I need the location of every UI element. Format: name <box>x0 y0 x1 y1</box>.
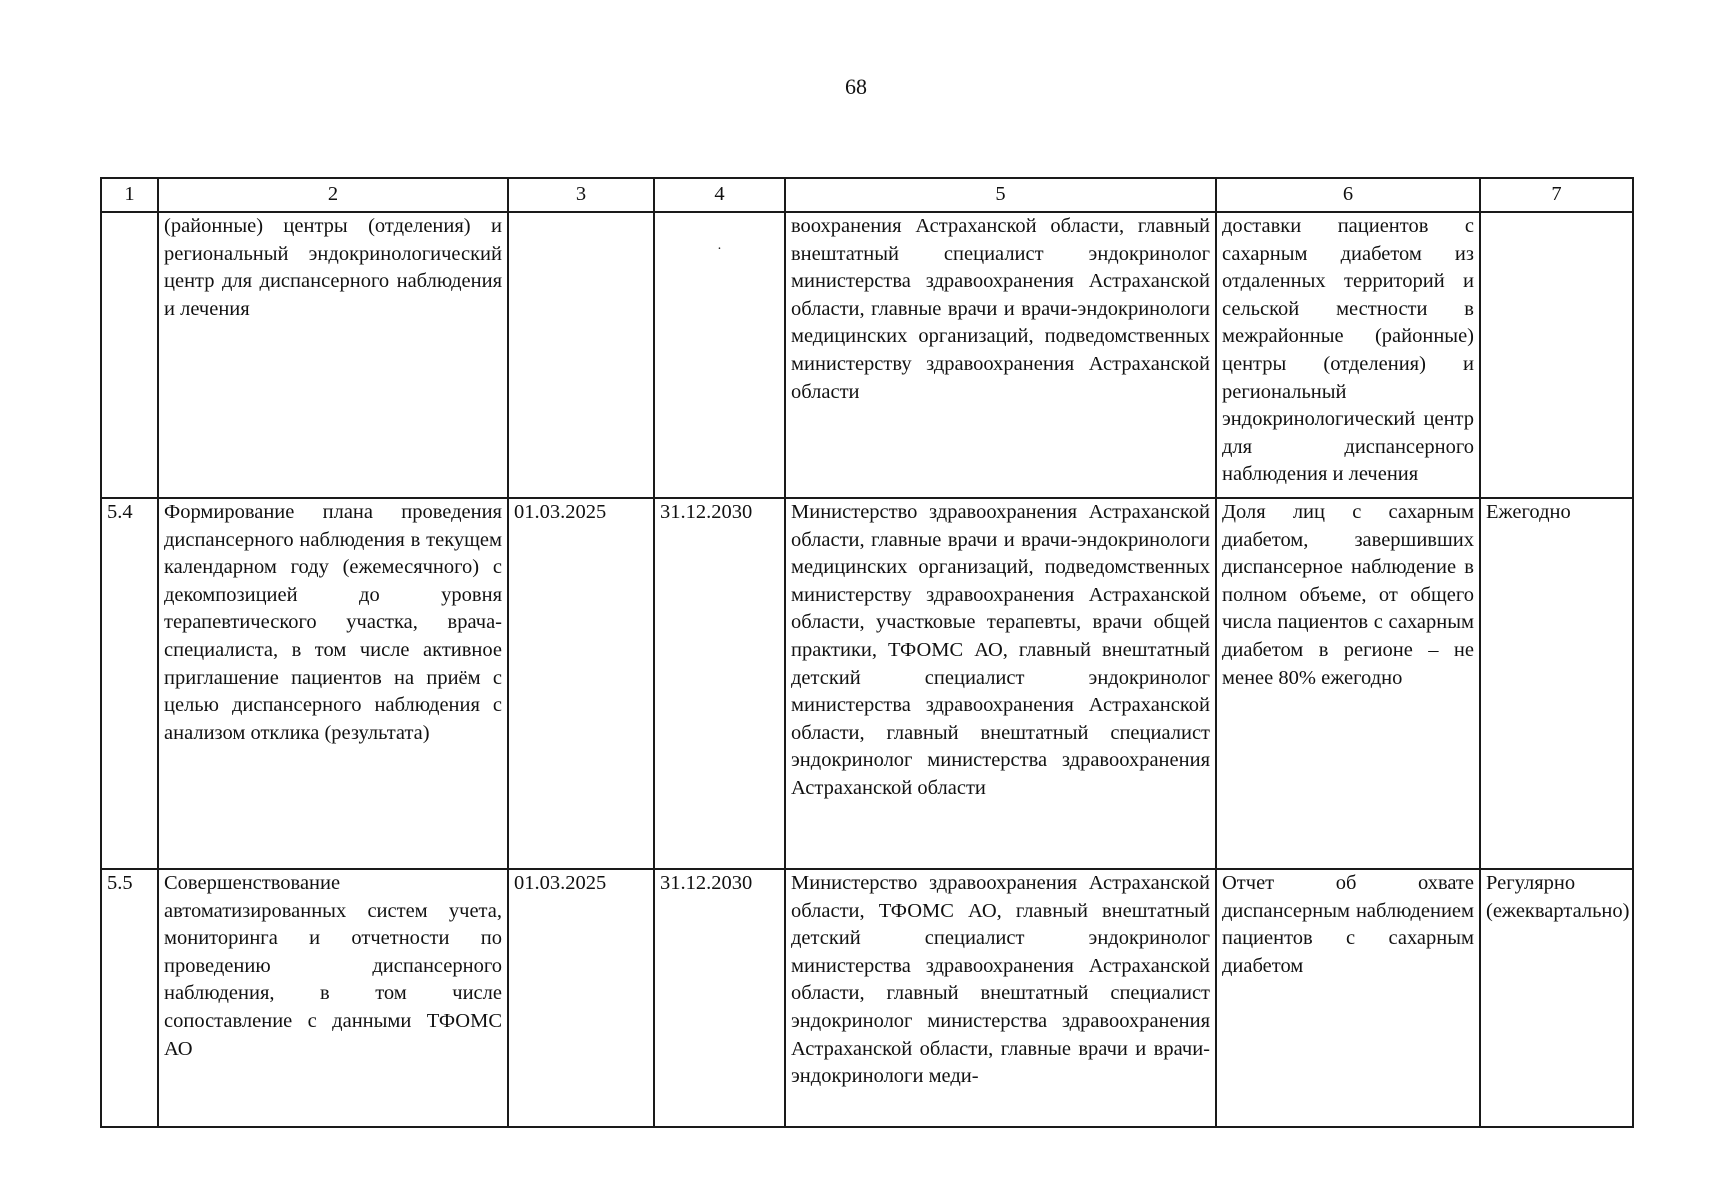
table-row <box>101 498 1633 869</box>
activity-cell: Формирование плана проведения диспансерного наблюдения в текущем календарном году (ежемесячного) с декомпозицией до уровня терапевтического участка, врача-специалиста, в том числе активное приглашение пациентов на приём с целью диспансерного наблюдения с анализом отклика (результата) <box>158 498 508 869</box>
stray-mark: · <box>717 242 722 257</box>
activity-cell: Совершенствование автоматизированных систем учета, мониторинга и отчетности по проведению диспансерного наблюдения, в том числе сопоставление с данными ТФОМС АО <box>158 869 508 1127</box>
table-row <box>101 869 1633 1127</box>
column-header-1: 1 <box>101 178 158 212</box>
table-row <box>101 212 1633 498</box>
start-date-cell: 01.03.2025 <box>508 869 654 1127</box>
start-date-cell: 01.03.2025 <box>508 498 654 869</box>
page-number: 68 <box>845 74 867 99</box>
column-header-2: 2 <box>158 178 508 212</box>
column-header-7: 7 <box>1480 178 1633 212</box>
result-cell: Отчет об охвате диспансерным наблюдением пациентов с сахарным диабетом <box>1216 869 1480 1127</box>
row-number: 5.5 <box>101 869 158 1127</box>
action-plan-table <box>100 177 1634 1128</box>
column-header-4: 4 <box>654 178 785 212</box>
responsible-cell: воохранения Астраханской области, главный внештатный специалист эндокринолог министерства здравоохранения Астраханской области, главные врачи и врачи-эндокринологи медицинских организаций, подведомственных министерству здравоохранения Астраханской области <box>785 212 1216 498</box>
row-number <box>101 212 158 498</box>
result-cell: Доля лиц с сахарным диабетом, завершивших диспансерное наблюдение в полном объеме, от общего числа пациентов с сахарным диабетом в регионе – не менее 80% ежегодно <box>1216 498 1480 869</box>
column-header-3: 3 <box>508 178 654 212</box>
responsible-cell: Министерство здравоохранения Астраханской области, ТФОМС АО, главный внештатный детский специалист эндокринолог министерства здравоохранения Астраханской области, главный внештатный специалист эндокринолог министерства здравоохранения Астраханской области, главные врачи и врачи-эндокринологи меди- <box>785 869 1216 1127</box>
column-header-5: 5 <box>785 178 1216 212</box>
periodicity-cell <box>1480 212 1633 498</box>
start-date-cell <box>508 212 654 498</box>
periodicity-cell: Регулярно (ежеквартально) <box>1480 869 1633 1127</box>
activity-cell: (районные) центры (отделения) и региональный эндокринологический центр для диспансерного наблюдения и лечения <box>158 212 508 498</box>
end-date-cell: 31.12.2030 <box>654 498 785 869</box>
column-number-row <box>101 178 1633 212</box>
row-number: 5.4 <box>101 498 158 869</box>
result-cell: доставки пациентов с сахарным диабетом из отдаленных территорий и сельской местности в межрайонные (районные) центры (отделения) и региональный эндокринологический центр для диспансерного наблюдения и лечения <box>1216 212 1480 498</box>
end-date-cell <box>654 212 785 498</box>
end-date-cell: 31.12.2030 <box>654 869 785 1127</box>
column-header-6: 6 <box>1216 178 1480 212</box>
periodicity-cell: Ежегодно <box>1480 498 1633 869</box>
responsible-cell: Министерство здравоохранения Астраханской области, главные врачи и врачи-эндокринологи медицинских организаций, подведомственных министерству здравоохранения Астраханской области, участковые терапевты, врачи общей практики, ТФОМС АО, главный внештатный детский специалист эндокринолог министерства здравоохранения Астраханской области, главный внештатный специалист эндокринолог министерства здравоохранения Астраханской области <box>785 498 1216 869</box>
